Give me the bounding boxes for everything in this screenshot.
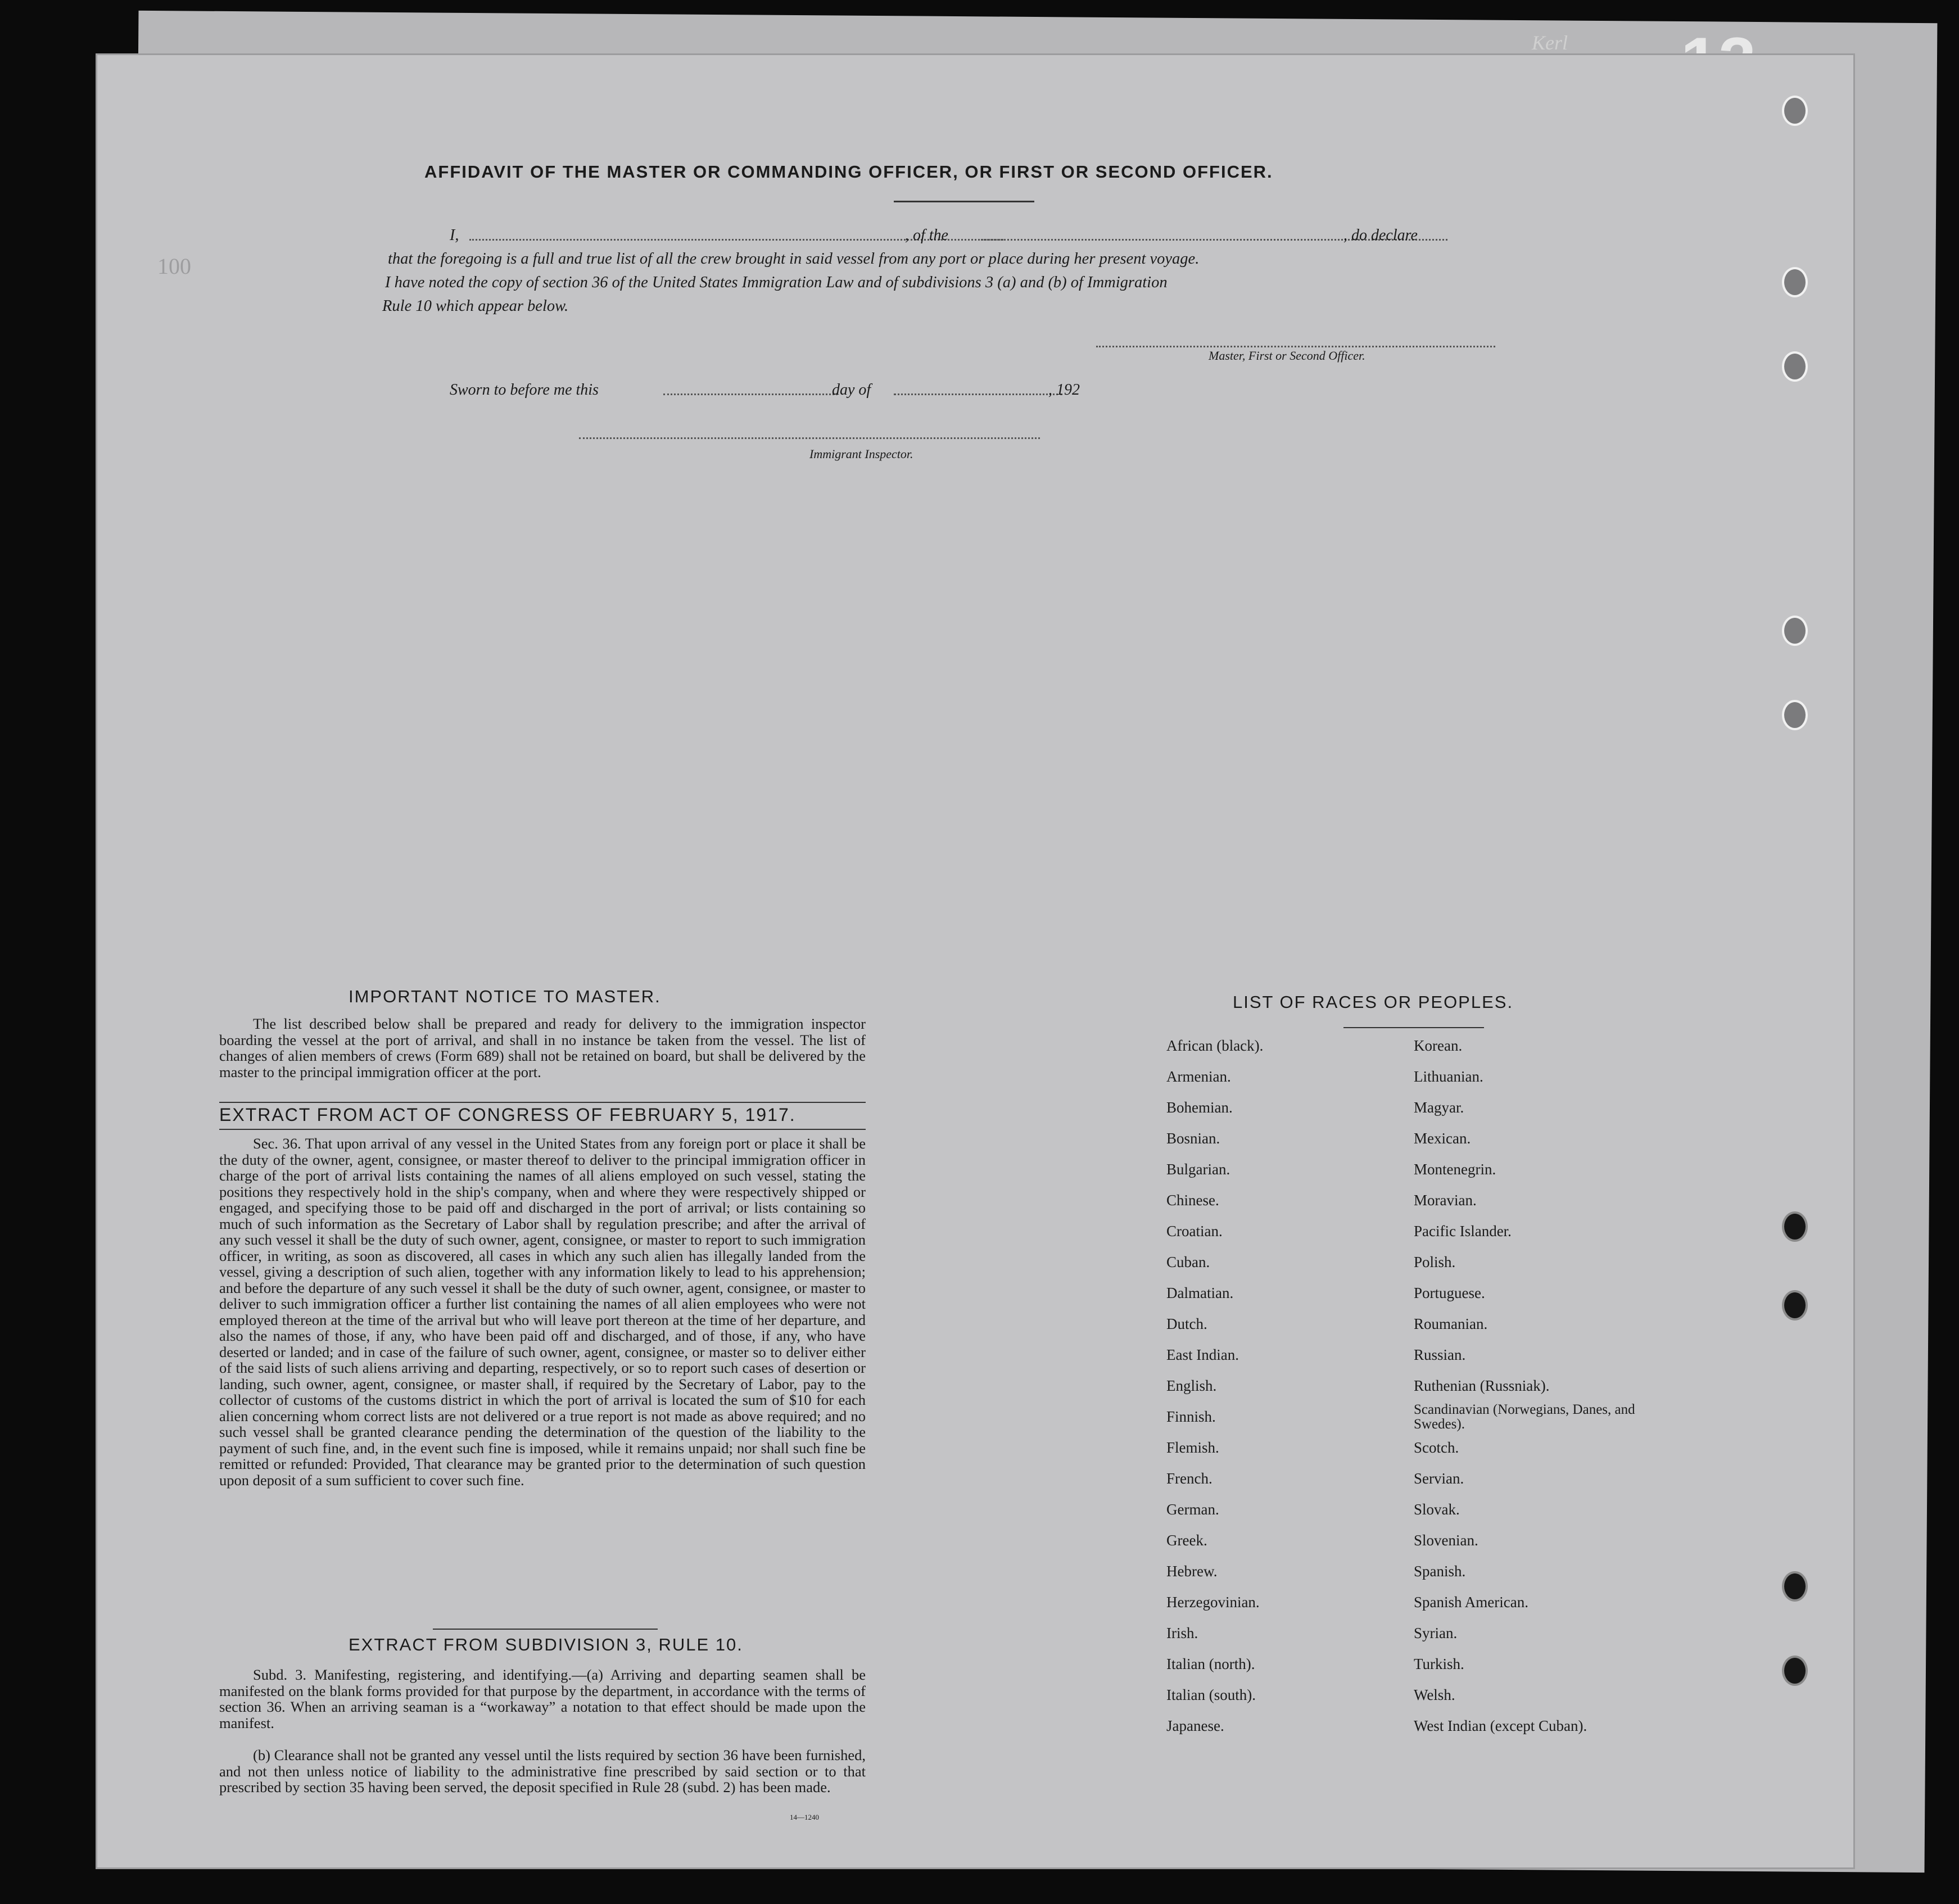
declare-do-declare: , do declare	[1343, 227, 1418, 244]
race-item: Magyar.	[1414, 1099, 1464, 1116]
rule-text-a: Subd. 3. Manifesting, registering, and identifying.—(a) Arriving and departing seamen shall be manifested on the blank forms provided for that purpose by the department, in accordance with the terms of section 36. When an arriving seaman is a “workaway” a notation to that effect should be made upon the manifest.	[219, 1666, 866, 1731]
handwriting-mark: Kerl	[1532, 31, 1568, 54]
race-item: West Indian (except Cuban).	[1414, 1717, 1587, 1734]
race-item: Slovak.	[1414, 1501, 1460, 1518]
race-item: Mexican.	[1414, 1130, 1471, 1147]
race-item: Italian (north).	[1166, 1656, 1255, 1672]
race-item: Cuban.	[1166, 1254, 1210, 1270]
punch-hole	[1782, 267, 1808, 297]
punch-hole	[1782, 700, 1808, 730]
race-item: Armenian.	[1166, 1068, 1231, 1085]
race-item: Montenegrin.	[1414, 1161, 1496, 1178]
race-item: Slovenian.	[1414, 1532, 1478, 1549]
race-item: Finnish.	[1166, 1408, 1216, 1425]
sworn-label: Sworn to before me this	[450, 381, 599, 399]
race-item: Spanish.	[1414, 1563, 1466, 1580]
notice-text: The list described below shall be prepared and ready for delivery to the immigration inspector boarding the vessel at the port of arrival, and shall in no instance be taken from the vessel. The list of changes of alien members of crews (Form 689) shall not be retained on board, but shall be delivered by the master to the principal immigration officer at the port.	[219, 1015, 866, 1080]
day-of-label: day of	[832, 381, 871, 399]
races-underline	[1343, 1027, 1484, 1028]
race-item: Scotch.	[1414, 1439, 1459, 1456]
master-signature-line	[1096, 346, 1495, 347]
race-item: Scandinavian (Norwegians, Danes, and Swedes).	[1414, 1402, 1635, 1432]
race-item: English.	[1166, 1377, 1217, 1394]
race-item: Turkish.	[1414, 1656, 1464, 1672]
race-item: Dutch.	[1166, 1315, 1207, 1332]
sworn-month-blank	[894, 394, 1062, 395]
master-signature-label: Master, First or Second Officer.	[1209, 349, 1365, 363]
race-item: Croatian.	[1166, 1223, 1223, 1240]
race-item: Korean.	[1414, 1037, 1463, 1054]
act-text: Sec. 36. That upon arrival of any vessel in the United States from any foreign port or place it shall be the duty of the owner, agent, consignee, or master thereof to deliver to the principal immigration officer in charge of the port of arrival lists containing the names of all aliens employed on such vessel, stating the positions they respectively hold in the ship's company, when and where they were respectively shipped or engaged, and specifying those to be paid off and discharged in the port of arrival; or lists containing so much of such information as the Secretary of Labor shall by regulation prescribe; and after the arrival of any such vessel it shall be the duty of such owner, agent, consignee, or master to report to such immigration officer, in writing, as soon as discovered, all cases in which any such alien has illegally landed from the vessel, giving a description of such alien, together with any information likely to lead to his apprehension; and before the departure of any such vessel it shall be the duty of such owner, agent, consignee, or master to deliver to such immigration officer a further list containing the names of all alien employees who were not employed thereon at the time of the arrival but who will leave port thereon at the time of her departure, and also the names of those, if any, who have been paid off and discharged, and of those, if any, who have deserted or landed; and in case of the failure of such owner, agent, consignee, or master so to deliver either of the said lists of such aliens arriving and departing, respectively, or so to report such cases of desertion or landing, such owner, agent, consignee, or master shall, if required by the Secretary of Labor, pay to the collector of customs of the customs district in which the port of arrival is located the sum of $10 for each alien concerning whom correct lists are not delivered or a true report is not made as above required; and no such vessel shall be granted clearance pending the determination of the question of the liability to the payment of such fine, and, in the event such fine is imposed, while it remains unpaid; nor shall such fine be remitted or refunded: Provided, That clearance may be granted prior to the determination of such question upon deposit of a sum sufficient to cover such fine.	[219, 1135, 866, 1489]
notice-divider	[219, 1102, 866, 1103]
race-item: Spanish American.	[1414, 1594, 1528, 1611]
race-item: Servian.	[1414, 1470, 1464, 1487]
declare-i: I,	[450, 227, 459, 244]
ghost-stamp: 100	[157, 254, 191, 279]
race-item: Japanese.	[1166, 1717, 1224, 1734]
punch-hole	[1782, 351, 1808, 382]
rule-text-b: (b) Clearance shall not be granted any vessel until the lists required by section 36 have been furnished, and not then unless notice of liability to the administrative fine prescribed by said section or to that prescribed by section 35 having been served, the deposit specified in Rule 28 (subd. 2) has been made.	[219, 1747, 866, 1796]
punch-hole	[1782, 96, 1808, 126]
race-item: Flemish.	[1166, 1439, 1219, 1456]
punch-hole	[1782, 1656, 1808, 1686]
race-item: Polish.	[1414, 1254, 1456, 1270]
race-item: Hebrew.	[1166, 1563, 1218, 1580]
act-divider	[219, 1129, 866, 1130]
race-item: Herzegovinian.	[1166, 1594, 1260, 1611]
year-label: , 192	[1048, 381, 1080, 399]
races-heading: LIST OF RACES OR PEOPLES.	[1233, 992, 1514, 1012]
notice-heading: IMPORTANT NOTICE TO MASTER.	[349, 987, 661, 1006]
title-underline	[894, 201, 1034, 202]
race-item: Bulgarian.	[1166, 1161, 1230, 1178]
race-item: African (black).	[1166, 1037, 1264, 1054]
declare-line-4: Rule 10 which appear below.	[382, 297, 569, 315]
punch-hole	[1782, 616, 1808, 646]
form-number: 14—1240	[790, 1813, 819, 1821]
race-item: German.	[1166, 1501, 1219, 1518]
punch-hole	[1782, 1290, 1808, 1320]
race-item: Chinese.	[1166, 1192, 1219, 1209]
race-item: Dalmatian.	[1166, 1285, 1234, 1301]
race-item: Lithuanian.	[1414, 1068, 1483, 1085]
race-item: Welsh.	[1414, 1686, 1455, 1703]
inspector-signature-line	[579, 437, 1040, 439]
race-item: Bohemian.	[1166, 1099, 1233, 1116]
race-item: Bosnian.	[1166, 1130, 1220, 1147]
race-item: Italian (south).	[1166, 1686, 1256, 1703]
document-page	[96, 31, 1855, 1869]
race-item: French.	[1166, 1470, 1213, 1487]
race-item: East Indian.	[1166, 1346, 1239, 1363]
race-item: Portuguese.	[1414, 1285, 1485, 1301]
race-item: Roumanian.	[1414, 1315, 1488, 1332]
declare-of-the: , of the	[905, 227, 948, 244]
race-item: Ruthenian (Russniak).	[1414, 1377, 1550, 1394]
punch-hole	[1782, 1211, 1808, 1242]
rule-heading: EXTRACT FROM SUBDIVISION 3, RULE 10.	[349, 1635, 743, 1654]
race-item: Greek.	[1166, 1532, 1207, 1549]
punch-hole	[1782, 1571, 1808, 1602]
race-item: Russian.	[1414, 1346, 1466, 1363]
sworn-day-blank	[663, 394, 838, 395]
race-item: Pacific Islander.	[1414, 1223, 1512, 1240]
act-heading: EXTRACT FROM ACT OF CONGRESS OF FEBRUARY 5, 1917.	[219, 1105, 796, 1125]
inspector-label: Immigrant Inspector.	[809, 447, 913, 461]
declare-line-2: that the foregoing is a full and true list of all the crew brought in said vessel from any port or place during her present voyage.	[388, 250, 1200, 268]
affidavit-title: AFFIDAVIT OF THE MASTER OR COMMANDING OFFICER, OR FIRST OR SECOND OFFICER.	[424, 162, 1273, 182]
race-item: Irish.	[1166, 1625, 1198, 1641]
race-item: Syrian.	[1414, 1625, 1458, 1641]
rule-divider	[433, 1629, 658, 1630]
declare-line-3: I have noted the copy of section 36 of the United States Immigration Law and of subdivisions 3 (a) and (b) of Immigration	[385, 274, 1168, 291]
race-item: Moravian.	[1414, 1192, 1477, 1209]
